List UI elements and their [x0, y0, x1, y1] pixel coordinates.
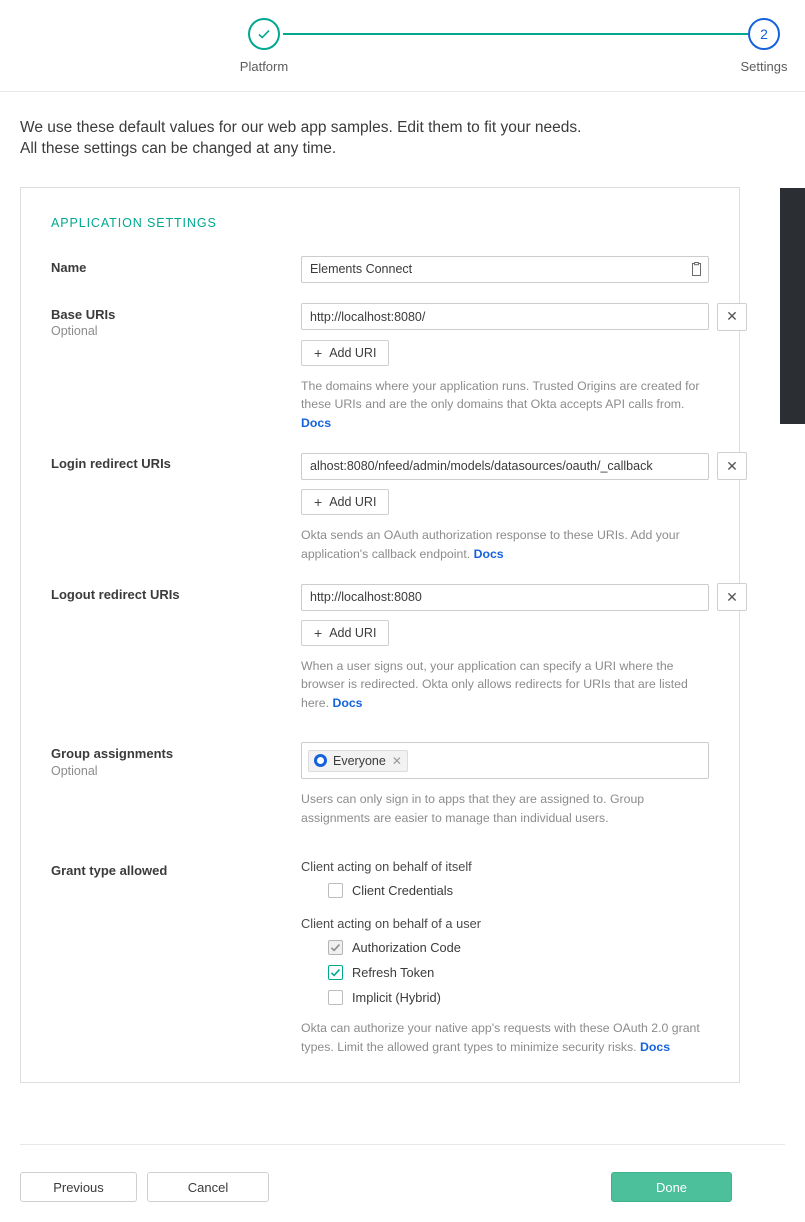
grant-group-2-title: Client acting on behalf of a user	[301, 916, 481, 932]
grant-type-helper: Okta can authorize your native app's requests with these OAuth 2.0 grant types. Limit the allowed grant types to minimize security risks. Docs	[301, 1021, 700, 1054]
field-row-login-redirect-uris	[21, 452, 739, 563]
section-title: APPLICATION SETTINGS	[51, 215, 217, 230]
close-icon[interactable]: ✕	[717, 583, 747, 611]
checkbox-implicit-hybrid-label: Implicit (Hybrid)	[352, 990, 441, 1006]
checkbox-implicit-hybrid[interactable]	[328, 990, 725, 1005]
logout-redirect-uri-input[interactable]	[301, 584, 709, 611]
logout-redirect-docs-link[interactable]: Docs	[332, 695, 363, 710]
add-logout-redirect-uri-button[interactable]	[301, 620, 389, 646]
add-logout-redirect-uri-label: Add URI	[329, 626, 377, 641]
close-icon[interactable]: ✕	[391, 753, 402, 768]
label-base-uris-optional: Optional	[51, 324, 98, 339]
intro-text	[0, 92, 740, 160]
stepper-step-platform-label: Platform	[239, 59, 289, 74]
group-assignments-input[interactable]	[301, 742, 709, 779]
login-redirect-uri-input[interactable]	[301, 453, 709, 480]
field-row-group-assignments	[21, 742, 739, 827]
base-uris-docs-link[interactable]: Docs	[301, 415, 332, 430]
close-icon[interactable]: ✕	[717, 303, 747, 331]
field-row-logout-redirect-uris	[21, 583, 739, 712]
plus-icon: +	[314, 344, 323, 361]
name-input-wrapper	[301, 256, 709, 283]
stepper-step-settings-label: Settings	[740, 59, 788, 74]
add-base-uri-button[interactable]	[301, 340, 389, 366]
checkbox-checked-icon	[328, 940, 343, 955]
login-redirect-helper: Okta sends an OAuth authorization response to these URIs. Add your application's callback endpoint. Docs	[301, 528, 680, 561]
base-uri-input[interactable]	[301, 303, 709, 330]
intro-line-1: We use these default values for our web app samples. Edit them to fit your needs.	[20, 119, 582, 136]
copy-icon[interactable]	[685, 257, 707, 282]
field-row-grant-type	[21, 859, 739, 1056]
stepper-step-settings[interactable]	[704, 18, 805, 74]
label-group-assignments: Group assignments Optional	[51, 742, 301, 827]
label-logout-redirect-uris: Logout redirect URIs	[51, 587, 180, 603]
checkbox-icon	[328, 990, 343, 1005]
checkbox-refresh-token-label: Refresh Token	[352, 965, 435, 981]
check-icon	[250, 26, 278, 42]
base-uris-helper: The domains where your application runs. Trusted Origins are created for these URIs and are the only domains that Okta accepts API calls from. Docs	[301, 378, 700, 430]
group-token-label: Everyone	[333, 753, 386, 768]
stepper-progress-line	[283, 33, 748, 35]
previous-button[interactable]: Previous	[20, 1172, 137, 1202]
grant-type-docs-link[interactable]: Docs	[639, 1039, 671, 1054]
label-login-redirect-uris: Login redirect URIs	[51, 456, 171, 472]
cancel-button[interactable]: Cancel	[147, 1172, 269, 1202]
wizard-stepper	[0, 0, 805, 92]
add-base-uri-label: Add URI	[329, 345, 377, 360]
application-settings-card	[20, 187, 740, 1083]
name-input[interactable]	[301, 256, 709, 283]
close-icon[interactable]: ✕	[717, 452, 747, 480]
label-grant-type: Grant type allowed	[51, 863, 168, 879]
intro-line-2: All these settings can be changed at any time.	[20, 139, 337, 157]
checkbox-authorization-code-label: Authorization Code	[352, 940, 461, 956]
label-name: Name	[51, 259, 87, 275]
group-token[interactable]	[308, 750, 408, 772]
checkbox-checked-icon	[328, 965, 343, 980]
checkbox-authorization-code[interactable]	[328, 940, 725, 955]
login-redirect-docs-link[interactable]: Docs	[473, 546, 504, 561]
stepper-step-platform-circle	[248, 18, 280, 50]
field-row-base-uris	[21, 303, 739, 432]
add-login-redirect-uri-button[interactable]	[301, 489, 389, 515]
stepper-step-platform[interactable]	[204, 18, 324, 74]
add-login-redirect-uri-label: Add URI	[329, 495, 377, 510]
checkbox-client-credentials[interactable]	[328, 883, 725, 898]
grant-group-1-title: Client acting on behalf of itself	[301, 859, 472, 875]
plus-icon: +	[314, 494, 323, 511]
wizard-footer	[20, 1144, 785, 1222]
done-button[interactable]: Done	[611, 1172, 732, 1202]
side-panel-edge	[780, 188, 805, 424]
field-row-name	[21, 256, 739, 283]
checkbox-client-credentials-label: Client Credentials	[352, 883, 454, 899]
stepper-step-settings-circle: 2	[748, 18, 780, 50]
checkbox-refresh-token[interactable]	[328, 965, 725, 980]
radio-selected-icon	[314, 754, 327, 767]
plus-icon: +	[314, 625, 323, 642]
group-assignments-helper: Users can only sign in to apps that they are assigned to. Group assignments are easier to manage than individual users.	[301, 792, 645, 825]
logout-redirect-helper: When a user signs out, your application can specify a URI where the browser is redirected. Okta only allows redirects for URIs that are listed here. Docs	[301, 659, 688, 710]
label-base-uris: Base URIs Optional	[51, 303, 301, 432]
checkbox-icon	[328, 883, 343, 898]
label-group-assignments-optional: Optional	[51, 763, 98, 778]
